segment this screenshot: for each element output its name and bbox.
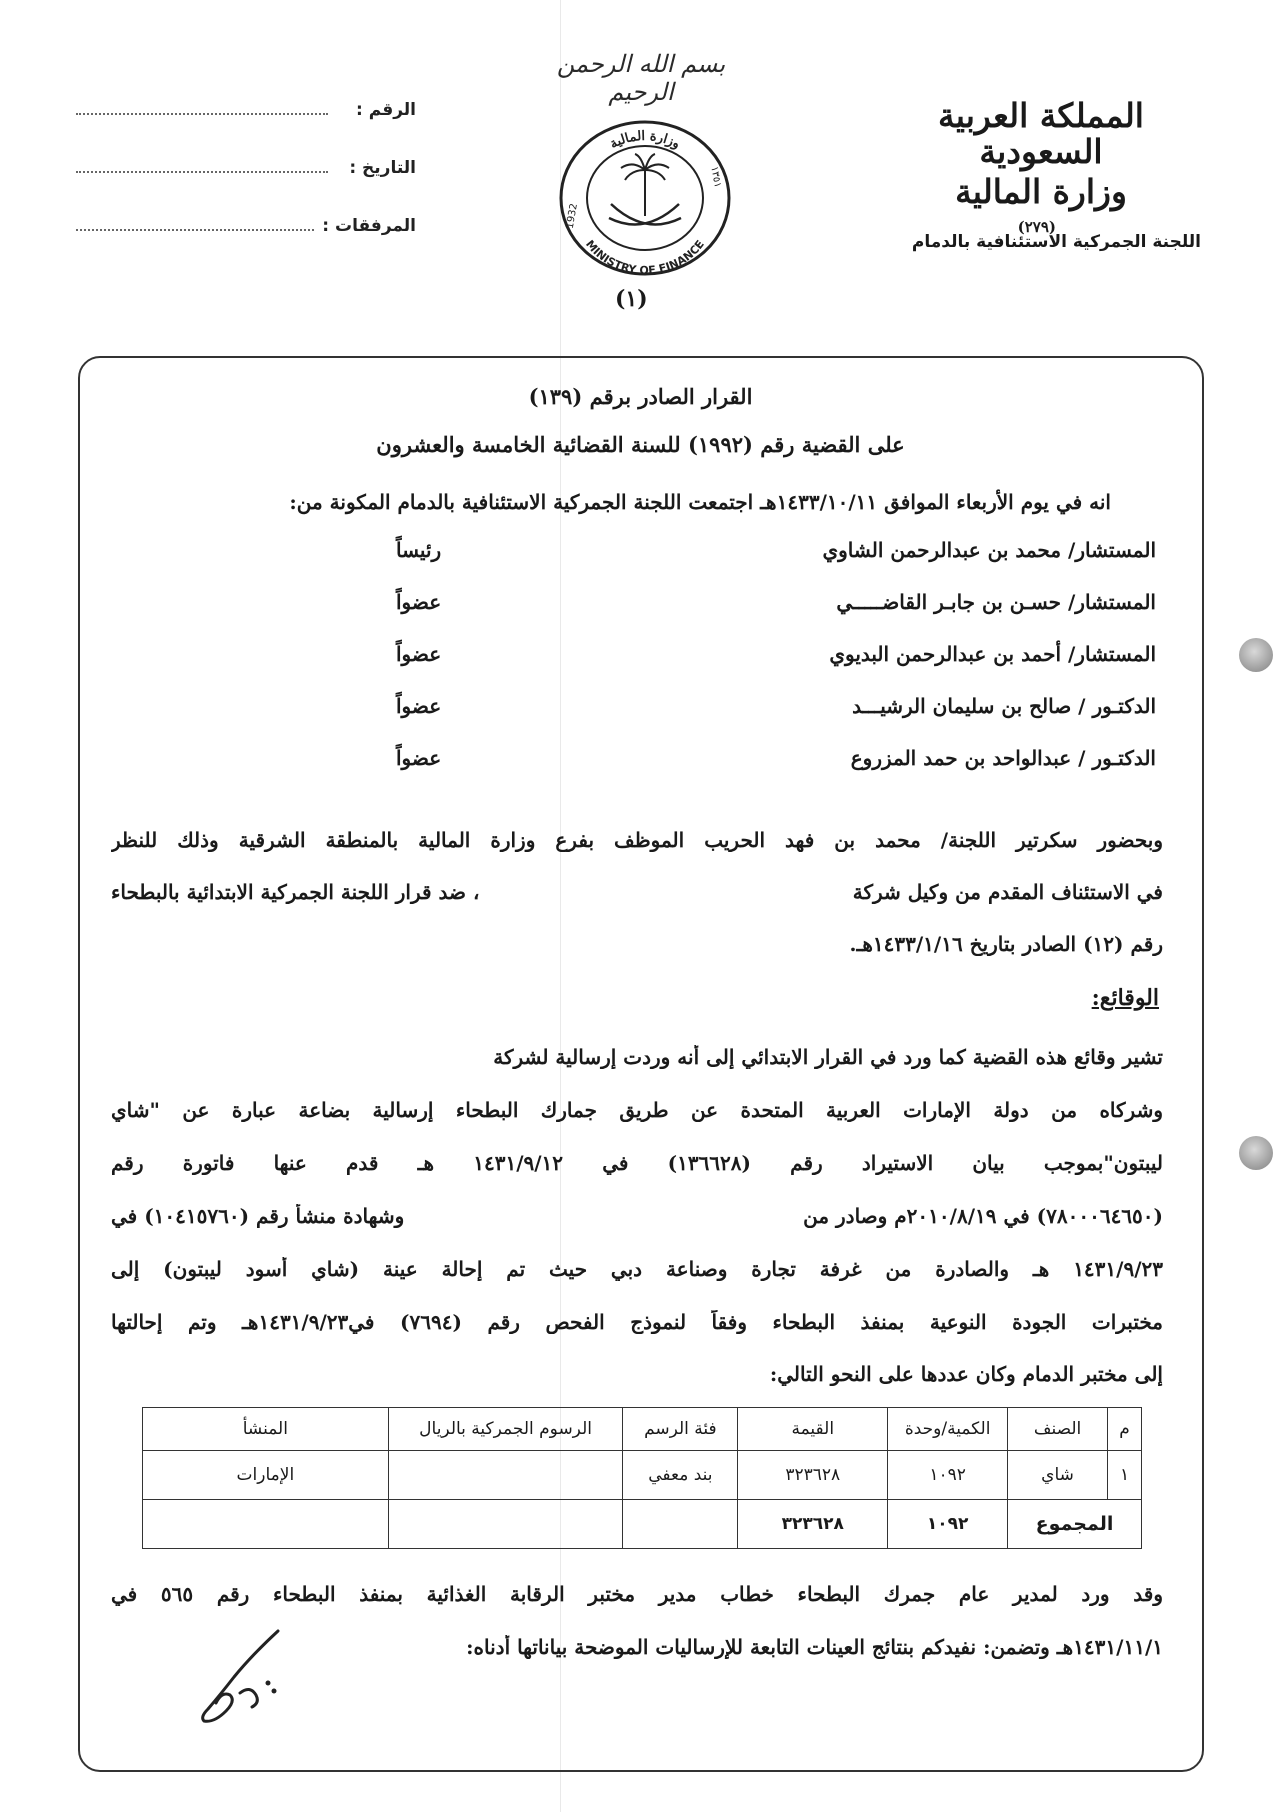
committee-name: اللجنة الجمركية الاستئنافية بالدمام bbox=[911, 232, 1201, 252]
total-quantity: ١٠٩٢ bbox=[888, 1500, 1008, 1549]
ministry-name: وزارة المالية bbox=[955, 171, 1127, 211]
member-name: المستشار/ محمد بن عبدالرحمن الشاوي bbox=[822, 538, 1156, 562]
lab-letter-line-1: وقد ورد لمدير عام جمرك البطحاء خطاب مدير مختبر الرقابة الغذائية بمنفذ البطحاء رقم ٥٦٥ في bbox=[111, 1582, 1163, 1606]
table-row bbox=[143, 1451, 1142, 1500]
attendance-line-2 bbox=[111, 880, 1163, 904]
facts-line-4 bbox=[111, 1204, 1163, 1228]
facts-line-7: إلى مختبر الدمام وكان عددها على النحو التالي: bbox=[769, 1362, 1163, 1386]
member-role: عضواً bbox=[396, 590, 442, 614]
attachments-dotted-line bbox=[76, 217, 314, 231]
table-header-row bbox=[143, 1408, 1142, 1451]
lab-letter-line-2: ١٤٣١/١١/١هـ وتضمن: نفيدكم بنتائج العينات التابعة للإرساليات الموضحة بياناتها أدناه: bbox=[466, 1635, 1163, 1659]
reference-fields bbox=[76, 100, 416, 274]
table-cell: الإمارات bbox=[143, 1451, 389, 1500]
punch-hole bbox=[1239, 638, 1273, 672]
member-row bbox=[396, 746, 1156, 770]
kingdom-name: المملكة العربية السعودية bbox=[938, 96, 1144, 172]
svg-text:MINISTRY OF FINANCE bbox=[583, 238, 707, 277]
number-dotted-line bbox=[76, 101, 328, 115]
facts-line-3: ليبتون"بموجب بيان الاستيراد رقم (١٣٦٦٢٨) في ١٤٣١/٩/١٢ هـ قدم عنها فاتورة رقم bbox=[111, 1151, 1163, 1175]
table-cell: شاي bbox=[1008, 1451, 1108, 1500]
column-header: المنشأ bbox=[143, 1408, 389, 1451]
attendance-line-3: رقم (١٢) الصادر بتاريخ ١٤٣٣/١/١٦هـ. bbox=[849, 932, 1163, 956]
date-field bbox=[76, 158, 416, 178]
total-label: المجموع bbox=[1008, 1500, 1142, 1549]
table-cell: ٣٢٣٦٢٨ bbox=[738, 1451, 888, 1500]
attendance-line-2a: في الاستئناف المقدم من وكيل شركة bbox=[852, 880, 1163, 904]
table-cell: ١ bbox=[1108, 1451, 1142, 1500]
handwritten-signature bbox=[190, 1625, 300, 1725]
number-field bbox=[76, 100, 416, 120]
svg-text:وزارة المالية bbox=[608, 129, 683, 152]
attachments-field bbox=[76, 216, 416, 236]
member-row bbox=[396, 590, 1156, 614]
page-number: (١) bbox=[615, 286, 648, 312]
member-row bbox=[396, 642, 1156, 666]
member-role: عضواً bbox=[396, 694, 442, 718]
seal-english-text: MINISTRY OF FINANCE bbox=[583, 237, 707, 278]
intro-paragraph: انه في يوم الأربعاء الموافق ١٤٣٣/١٠/١١هـ اجتمعت اللجنة الجمركية الاستئنافية بالدمام المكونة من: bbox=[289, 490, 1111, 514]
seal-year-hijri: ١٣٥١ bbox=[708, 165, 723, 189]
goods-table bbox=[142, 1407, 1142, 1549]
ministry-seal-emblem bbox=[555, 118, 735, 278]
seal-arabic-text: وزارة المالية bbox=[607, 128, 683, 153]
attendance-line-1: وبحضور سكرتير اللجنة/ محمد بن فهد الحريب الموظف بفرع وزارة المالية بالمنطقة الشرقية وذلك للنظر bbox=[111, 828, 1163, 852]
total-value: ٣٢٣٦٢٨ bbox=[738, 1500, 888, 1549]
member-name: الدكتـور / صالح بن سليمان الرشيـــد bbox=[852, 694, 1156, 718]
member-name: الدكتـور / عبدالواحد بن حمد المزروع bbox=[850, 746, 1156, 770]
case-line: على القضية رقم (١٩٩٢) للسنة القضائية الخامسة والعشرون bbox=[376, 432, 905, 457]
table-cell bbox=[388, 1500, 623, 1549]
member-role: عضواً bbox=[396, 746, 442, 770]
member-name: المستشار/ حسـن بن جابـر القاضـــــي bbox=[836, 590, 1156, 614]
committee-number: (٢٧٩) bbox=[1017, 218, 1056, 236]
column-header: فئة الرسم bbox=[623, 1408, 738, 1451]
member-role: عضواً bbox=[396, 642, 442, 666]
facts-line-5: ١٤٣١/٩/٢٣ هـ والصادرة من غرفة تجارة وصناعة دبي حيث تم إحالة عينة (شاي أسود ليبتون) إلى bbox=[111, 1257, 1163, 1281]
bismillah-calligraphy: بسم الله الرحمن الرحيم bbox=[556, 50, 726, 106]
date-dotted-line bbox=[76, 159, 328, 173]
column-header: الكمية/وحدة bbox=[888, 1408, 1008, 1451]
number-label: الرقم : bbox=[356, 100, 416, 120]
table-cell bbox=[623, 1500, 738, 1549]
table-cell bbox=[143, 1500, 389, 1549]
attendance-line-2b: ، ضد قرار اللجنة الجمركية الابتدائية بالبطحاء bbox=[111, 880, 480, 904]
palm-tree-icon bbox=[621, 154, 669, 216]
date-label: التاريخ : bbox=[349, 158, 416, 178]
table-cell: بند معفي bbox=[623, 1451, 738, 1500]
facts-line-1: تشير وقائع هذه القضية كما ورد في القرار الابتدائي إلى أنه وردت إرسالية لشركة bbox=[493, 1045, 1163, 1069]
member-name: المستشار/ أحمد بن عبدالرحمن البديوي bbox=[829, 642, 1156, 666]
punch-hole bbox=[1239, 1136, 1273, 1170]
member-row bbox=[396, 694, 1156, 718]
facts-line-6: مختبرات الجودة النوعية بمنفذ البطحاء وفقاً لنموذج الفحص رقم (٧٦٩٤) في١٤٣١/٩/٢٣هـ وتم إحالتها bbox=[111, 1310, 1163, 1334]
kingdom-ministry-title bbox=[881, 98, 1201, 212]
table-total-row bbox=[143, 1500, 1142, 1549]
member-role: رئيساً bbox=[396, 538, 442, 562]
attachments-label: المرفقات : bbox=[322, 216, 416, 236]
facts-line-2: وشركاه من دولة الإمارات العربية المتحدة عن طريق جمارك البطحاء إرسالية بضاعة عبارة عن "شاي bbox=[111, 1098, 1163, 1122]
decision-title: القرار الصادر برقم (١٣٩) bbox=[528, 384, 753, 409]
table-cell: ١٠٩٢ bbox=[888, 1451, 1008, 1500]
facts-line-4a: (٧٨٠٠٠٦٤٦٥٠) في ٢٠١٠/٨/١٩م وصادر من bbox=[803, 1204, 1163, 1228]
column-header: القيمة bbox=[738, 1408, 888, 1451]
member-row bbox=[396, 538, 1156, 562]
facts-heading: الوقائع: bbox=[1091, 985, 1159, 1011]
column-header: الرسوم الجمركية بالريال bbox=[388, 1408, 623, 1451]
column-header: م bbox=[1108, 1408, 1142, 1451]
table-cell bbox=[388, 1451, 623, 1500]
column-header: الصنف bbox=[1008, 1408, 1108, 1451]
seal-year-gregorian: 1932 bbox=[564, 202, 580, 230]
facts-line-4b: وشهادة منشأ رقم (١٠٤١٥٧٦٠) في bbox=[111, 1204, 405, 1228]
